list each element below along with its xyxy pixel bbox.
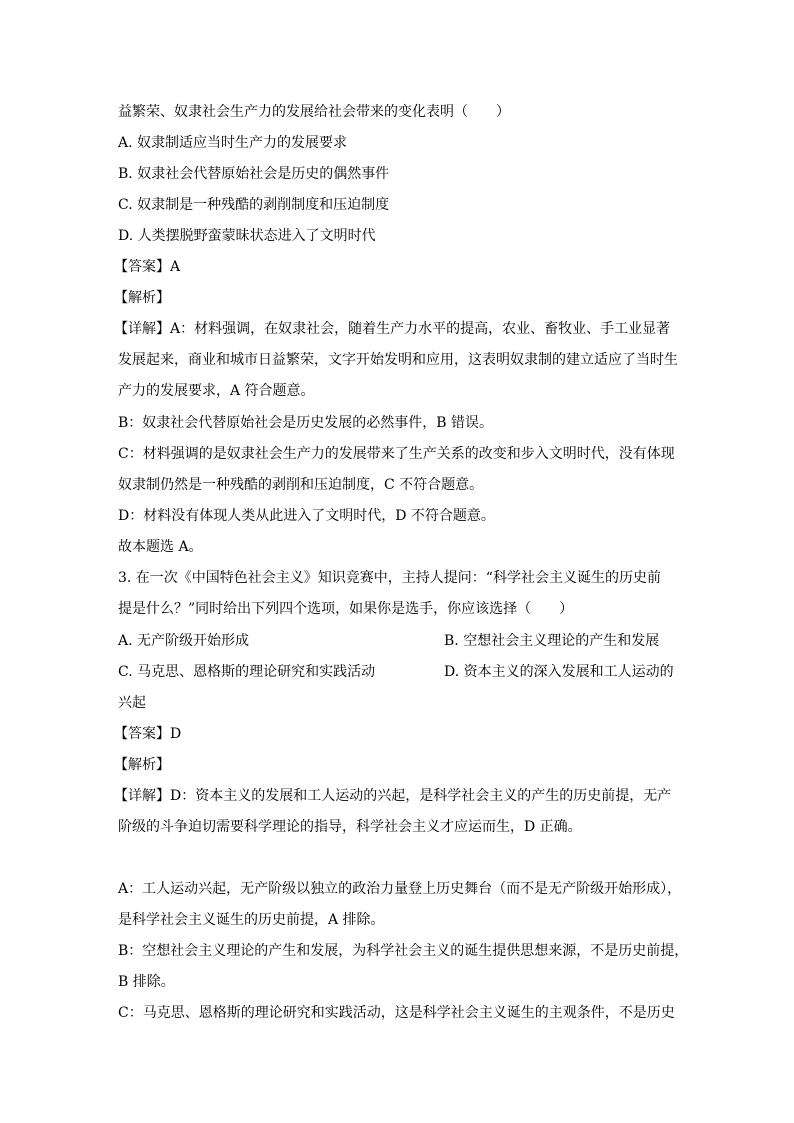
analysis-label: 【解析】 bbox=[114, 757, 170, 773]
detail-line: C：马克思、恩格斯的理论研究和实践活动，这是科学社会主义诞生的主观条件，不是历史 bbox=[118, 1005, 675, 1021]
detail-line: B：空想社会主义理论的产生和发展，为科学社会主义的诞生提供思想来源，不是历史前提， bbox=[118, 943, 689, 959]
detail-line: D：材料没有体现人类从此进入了文明时代，D 不符合题意。 bbox=[118, 508, 495, 524]
detail-line: 奴隶制仍然是一种残酷的剥削和压迫制度，C 不符合题意。 bbox=[118, 477, 484, 493]
answer-label: 【答案】D bbox=[114, 726, 182, 742]
detail-line: 产力的发展要求，A 符合题意。 bbox=[118, 383, 315, 399]
q3-option-d: D. 资本主义的深入发展和工人运动的 bbox=[444, 664, 674, 680]
detail-line: 发展起来，商业和城市日益繁荣，文字开始发明和应用，这表明奴隶制的建立适应了当时生 bbox=[118, 352, 678, 368]
conclusion-line: 故本题选 A。 bbox=[118, 539, 203, 555]
detail-line: 【详解】A：材料强调，在奴隶社会，随着生产力水平的提高，农业、畜牧业、手工业显著 bbox=[114, 321, 671, 337]
q3-option-d-continued: 兴起 bbox=[118, 695, 146, 711]
question-3-stem: 提是什么？”同时给出下列四个选项，如果你是选手，你应该选择（ ） bbox=[118, 601, 574, 617]
option-d: D. 人类摆脱野蛮蒙昧状态进入了文明时代 bbox=[118, 228, 376, 244]
question-3-stem: 3. 在一次《中国特色社会主义》知识竞赛中，主持人提问：“科学社会主义诞生的历史前 bbox=[118, 570, 661, 586]
question-stem-tail: 益繁荣、奴隶社会生产力的发展给社会带来的变化表明（ ） bbox=[118, 104, 510, 120]
q3-option-c: C. 马克思、恩格斯的理论研究和实践活动 bbox=[118, 664, 376, 680]
detail-line: B 排除。 bbox=[118, 974, 175, 990]
detail-line: 是科学社会主义诞生的历史前提，A 排除。 bbox=[118, 912, 385, 928]
detail-line: B：奴隶社会代替原始社会是历史发展的必然事件，B 错误。 bbox=[118, 415, 494, 431]
option-c: C. 奴隶制是一种残酷的剥削制度和压迫制度 bbox=[118, 197, 390, 213]
analysis-label: 【解析】 bbox=[114, 290, 170, 306]
option-a: A. 奴隶制适应当时生产力的发展要求 bbox=[118, 135, 348, 151]
q3-option-b: B. 空想社会主义理论的产生和发展 bbox=[444, 633, 660, 649]
answer-label: 【答案】A bbox=[114, 259, 181, 275]
q3-option-a: A. 无产阶级开始形成 bbox=[118, 633, 250, 649]
detail-line: 【详解】D：资本主义的发展和工人运动的兴起，是科学社会主义的产生的历史前提，无产 bbox=[114, 788, 672, 804]
option-b: B. 奴隶社会代替原始社会是历史的偶然事件 bbox=[118, 166, 390, 182]
detail-line: 阶级的斗争迫切需要科学理论的指导，科学社会主义才应运而生，D 正确。 bbox=[118, 819, 582, 835]
detail-line: A：工人运动兴起，无产阶级以独立的政治力量登上历史舞台（而不是无产阶级开始形成）， bbox=[118, 881, 682, 897]
detail-line: C：材料强调的是奴隶社会生产力的发展带来了生产关系的改变和步入文明时代，没有体现 bbox=[118, 446, 675, 462]
